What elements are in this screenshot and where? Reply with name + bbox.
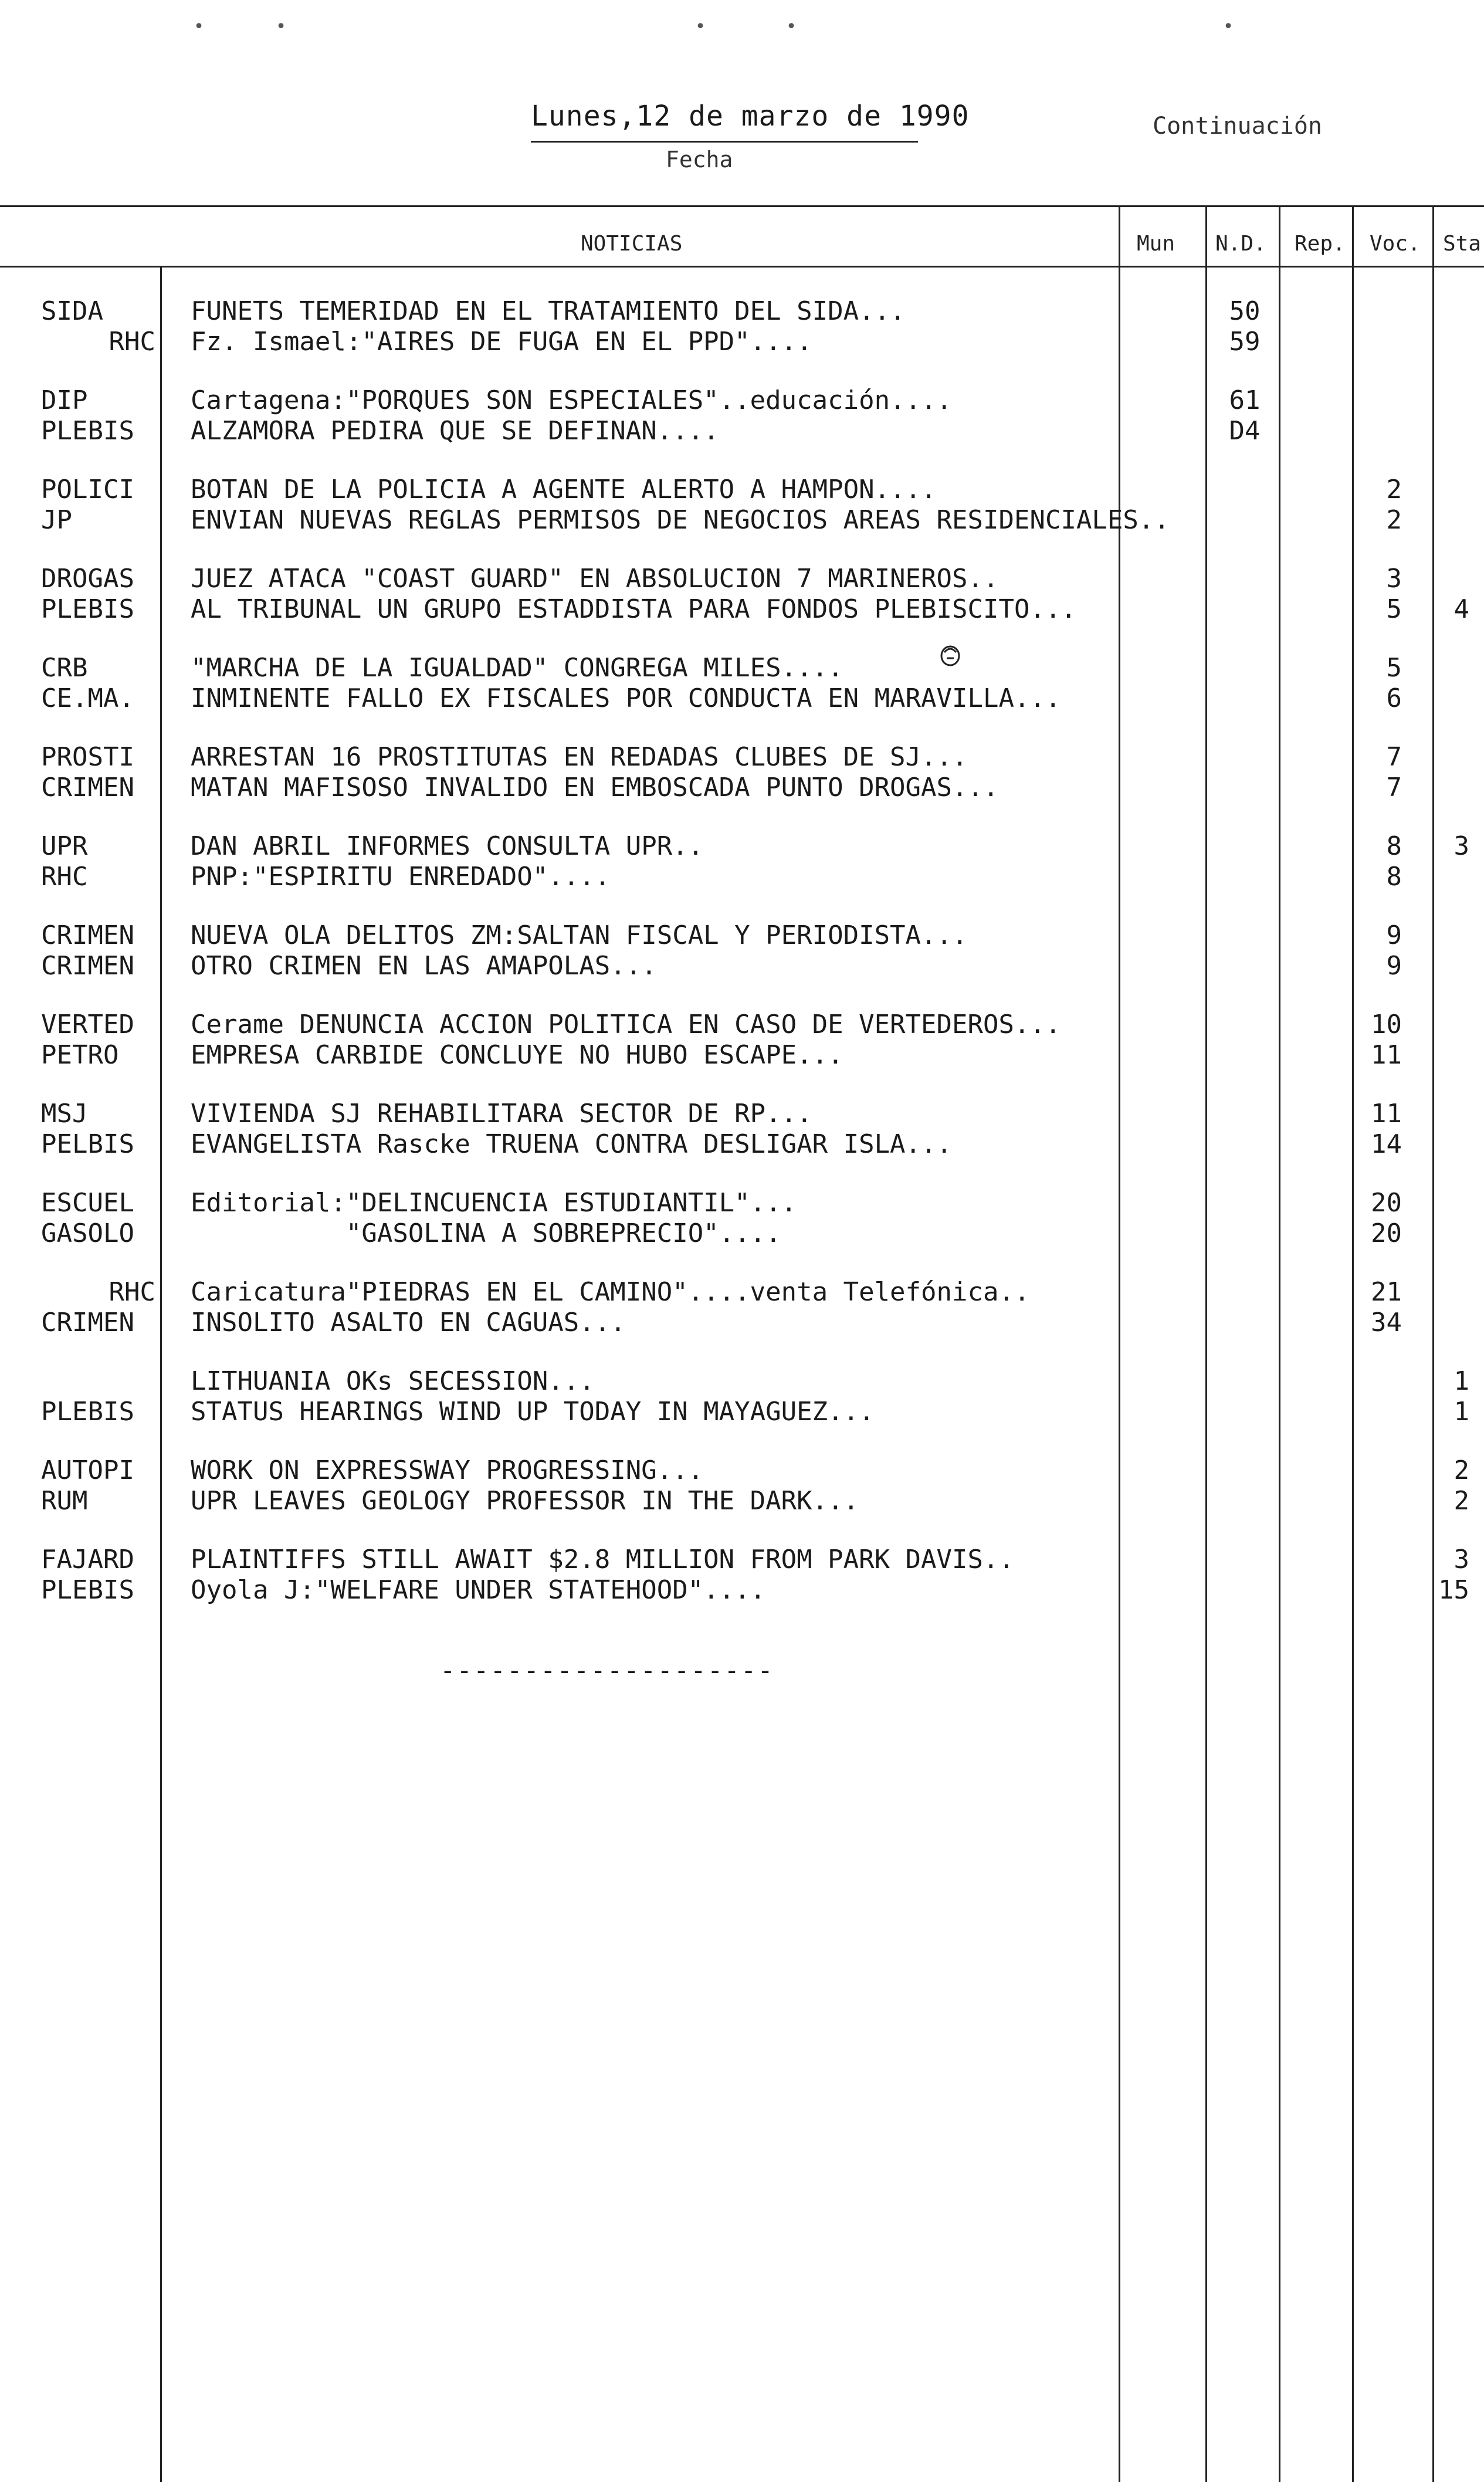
table-row — [0, 831, 1484, 862]
table-top-rule — [0, 205, 1484, 207]
row-voc-page: 11 — [1371, 1099, 1402, 1129]
row-headline: "MARCHA DE LA IGUALDAD" CONGREGA MILES.... — [191, 653, 843, 683]
column-header-rep: Rep. — [1295, 232, 1346, 256]
row-category: PLEBIS — [41, 594, 134, 624]
row-category: PLEBIS — [41, 1397, 134, 1427]
table-row — [0, 475, 1484, 505]
table-row — [0, 1455, 1484, 1486]
column-header-mun: Mun — [1137, 232, 1175, 256]
row-voc-page: 21 — [1371, 1277, 1402, 1307]
row-category: SIDA — [41, 296, 103, 326]
continuation-label: Continuación — [1153, 113, 1322, 140]
row-headline: Cerame DENUNCIA ACCION POLITICA EN CASO DE VERTEDEROS... — [191, 1010, 1061, 1039]
row-sta-page: 1 — [1453, 1366, 1469, 1396]
row-nd-page: D4 — [1229, 416, 1261, 446]
table-row — [0, 1397, 1484, 1427]
date-caption: Fecha — [666, 147, 733, 172]
row-category: PETRO — [41, 1040, 119, 1070]
table-row — [0, 951, 1484, 981]
row-category: RHC — [109, 327, 155, 357]
row-nd-page: 50 — [1229, 296, 1261, 326]
row-voc-page: 20 — [1371, 1188, 1402, 1218]
row-category: FAJARD — [41, 1545, 134, 1574]
table-row — [0, 742, 1484, 773]
table-row — [0, 1188, 1484, 1218]
row-headline: VIVIENDA SJ REHABILITARA SECTOR DE RP... — [191, 1099, 812, 1129]
row-sta-page: 3 — [1453, 1545, 1469, 1574]
row-voc-page: 9 — [1386, 951, 1402, 981]
row-voc-page: 5 — [1386, 653, 1402, 683]
row-headline: OTRO CRIMEN EN LAS AMAPOLAS... — [191, 951, 657, 981]
row-category: DIP — [41, 385, 88, 415]
row-sta-page: 2 — [1453, 1486, 1469, 1516]
table-row — [0, 1129, 1484, 1160]
table-row — [0, 1366, 1484, 1397]
row-headline: NUEVA OLA DELITOS ZM:SALTAN FISCAL Y PERIODISTA... — [191, 920, 968, 950]
row-headline: ENVIAN NUEVAS REGLAS PERMISOS DE NEGOCIOS AREAS RESIDENCIALES.. — [191, 505, 1170, 535]
table-row — [0, 416, 1484, 446]
column-divider-mun — [1119, 205, 1120, 2482]
end-rule: -------------------- — [440, 1655, 774, 1685]
column-header-sta: Sta — [1443, 232, 1482, 256]
row-sta-page: 2 — [1453, 1455, 1469, 1485]
row-headline: ARRESTAN 16 PROSTITUTAS EN REDADAS CLUBES DE SJ... — [191, 742, 968, 772]
row-category: CRB — [41, 653, 88, 683]
row-headline: INMINENTE FALLO EX FISCALES POR CONDUCTA EN MARAVILLA... — [191, 683, 1061, 713]
column-divider-rep — [1279, 205, 1280, 2482]
table-row — [0, 1486, 1484, 1516]
scan-speck: • — [695, 16, 706, 37]
row-category: CRIMEN — [41, 920, 134, 950]
row-voc-page: 34 — [1371, 1308, 1402, 1337]
row-category: GASOLO — [41, 1218, 134, 1248]
row-voc-page: 10 — [1371, 1010, 1402, 1039]
table-row — [0, 1218, 1484, 1249]
row-voc-page: 8 — [1386, 831, 1402, 861]
table-row — [0, 1545, 1484, 1575]
table-row — [0, 920, 1484, 951]
table-row — [0, 1575, 1484, 1606]
row-headline: DAN ABRIL INFORMES CONSULTA UPR.. — [191, 831, 704, 861]
scan-speck: • — [276, 16, 287, 37]
row-headline: LITHUANIA OKs SECESSION... — [191, 1366, 595, 1396]
table-row — [0, 683, 1484, 714]
row-category: PLEBIS — [41, 416, 134, 446]
column-header-noticias: NOTICIAS — [581, 232, 683, 256]
row-headline: Caricatura"PIEDRAS EN EL CAMINO"....venta Telefónica.. — [191, 1277, 1030, 1307]
table-row — [0, 1010, 1484, 1040]
table-row — [0, 385, 1484, 416]
column-divider-sta — [1432, 205, 1434, 2482]
row-voc-page: 5 — [1386, 594, 1402, 624]
table-row — [0, 1099, 1484, 1129]
table-row — [0, 505, 1484, 536]
table-row — [0, 296, 1484, 327]
column-header-voc: Voc. — [1370, 232, 1421, 256]
row-category: VERTED — [41, 1010, 134, 1039]
row-voc-page: 3 — [1386, 564, 1402, 594]
row-voc-page: 7 — [1386, 773, 1402, 802]
scan-speck: • — [1223, 16, 1234, 37]
table-row — [0, 1308, 1484, 1338]
row-sta-page: 15 — [1438, 1575, 1469, 1605]
row-category: UPR — [41, 831, 88, 861]
table-row — [0, 773, 1484, 803]
row-voc-page: 9 — [1386, 920, 1402, 950]
row-headline: AL TRIBUNAL UN GRUPO ESTADDISTA PARA FONDOS PLEBISCITO... — [191, 594, 1076, 624]
row-voc-page: 8 — [1386, 862, 1402, 892]
row-headline: Editorial:"DELINCUENCIA ESTUDIANTIL"... — [191, 1188, 797, 1218]
row-category: CRIMEN — [41, 773, 134, 802]
circled-mark-icon — [938, 639, 962, 669]
row-headline: STATUS HEARINGS WIND UP TODAY IN MAYAGUEZ... — [191, 1397, 875, 1427]
page-date: Lunes,12 de marzo de 1990 — [531, 100, 970, 133]
row-category: JP — [41, 505, 72, 535]
row-sta-page: 3 — [1453, 831, 1469, 861]
column-header-nd: N.D. — [1215, 232, 1266, 256]
table-row — [0, 653, 1484, 683]
row-headline: PLAINTIFFS STILL AWAIT $2.8 MILLION FROM PARK DAVIS.. — [191, 1545, 1014, 1574]
row-voc-page: 7 — [1386, 742, 1402, 772]
row-headline: FUNETS TEMERIDAD EN EL TRATAMIENTO DEL SIDA... — [191, 296, 906, 326]
row-voc-page: 2 — [1386, 505, 1402, 535]
table-row — [0, 862, 1484, 892]
row-category: PELBIS — [41, 1129, 134, 1159]
row-nd-page: 61 — [1229, 385, 1261, 415]
table-row — [0, 594, 1484, 625]
row-headline: PNP:"ESPIRITU ENREDADO".... — [191, 862, 611, 892]
table-row — [0, 564, 1484, 594]
row-category: CRIMEN — [41, 1308, 134, 1337]
row-category: CE.MA. — [41, 683, 134, 713]
row-headline: INSOLITO ASALTO EN CAGUAS... — [191, 1308, 626, 1337]
row-headline: Cartagena:"PORQUES SON ESPECIALES"..educación.... — [191, 385, 953, 415]
row-headline: "GASOLINA A SOBREPRECIO".... — [191, 1218, 781, 1248]
row-headline: UPR LEAVES GEOLOGY PROFESSOR IN THE DARK... — [191, 1486, 859, 1516]
row-sta-page: 1 — [1453, 1397, 1469, 1427]
row-voc-page: 14 — [1371, 1129, 1402, 1159]
row-voc-page: 11 — [1371, 1040, 1402, 1070]
row-headline: JUEZ ATACA "COAST GUARD" EN ABSOLUCION 7 MARINEROS.. — [191, 564, 999, 594]
scan-speck: • — [194, 16, 205, 37]
row-headline: ALZAMORA PEDIRA QUE SE DEFINAN.... — [191, 416, 719, 446]
row-category: RHC — [41, 862, 88, 892]
row-category: CRIMEN — [41, 951, 134, 981]
row-headline: Fz. Ismael:"AIRES DE FUGA EN EL PPD".... — [191, 327, 812, 357]
row-headline: WORK ON EXPRESSWAY PROGRESSING... — [191, 1455, 704, 1485]
row-voc-page: 6 — [1386, 683, 1402, 713]
row-nd-page: 59 — [1229, 327, 1261, 357]
row-category: RUM — [41, 1486, 88, 1516]
column-divider-nd — [1205, 205, 1207, 2482]
row-category: DROGAS — [41, 564, 134, 594]
row-headline: EVANGELISTA Rascke TRUENA CONTRA DESLIGAR ISLA... — [191, 1129, 953, 1159]
date-underline — [531, 141, 918, 143]
scan-speck: • — [786, 16, 797, 37]
table-row — [0, 327, 1484, 357]
column-divider-voc — [1352, 205, 1354, 2482]
row-category: POLICI — [41, 475, 134, 504]
row-category: RHC — [109, 1277, 155, 1307]
row-category: ESCUEL — [41, 1188, 134, 1218]
row-category: AUTOPI — [41, 1455, 134, 1485]
row-sta-page: 4 — [1453, 594, 1469, 624]
row-voc-page: 2 — [1386, 475, 1402, 504]
row-headline: Oyola J:"WELFARE UNDER STATEHOOD".... — [191, 1575, 766, 1605]
row-headline: MATAN MAFISOSO INVALIDO EN EMBOSCADA PUNTO DROGAS... — [191, 773, 999, 802]
table-header-rule — [0, 266, 1484, 267]
row-category: MSJ — [41, 1099, 88, 1129]
row-category: PROSTI — [41, 742, 134, 772]
table-row — [0, 1040, 1484, 1071]
row-headline: BOTAN DE LA POLICIA A AGENTE ALERTO A HAMPON.... — [191, 475, 937, 504]
table-row — [0, 1277, 1484, 1308]
row-headline: EMPRESA CARBIDE CONCLUYE NO HUBO ESCAPE... — [191, 1040, 843, 1070]
row-category: PLEBIS — [41, 1575, 134, 1605]
row-voc-page: 20 — [1371, 1218, 1402, 1248]
